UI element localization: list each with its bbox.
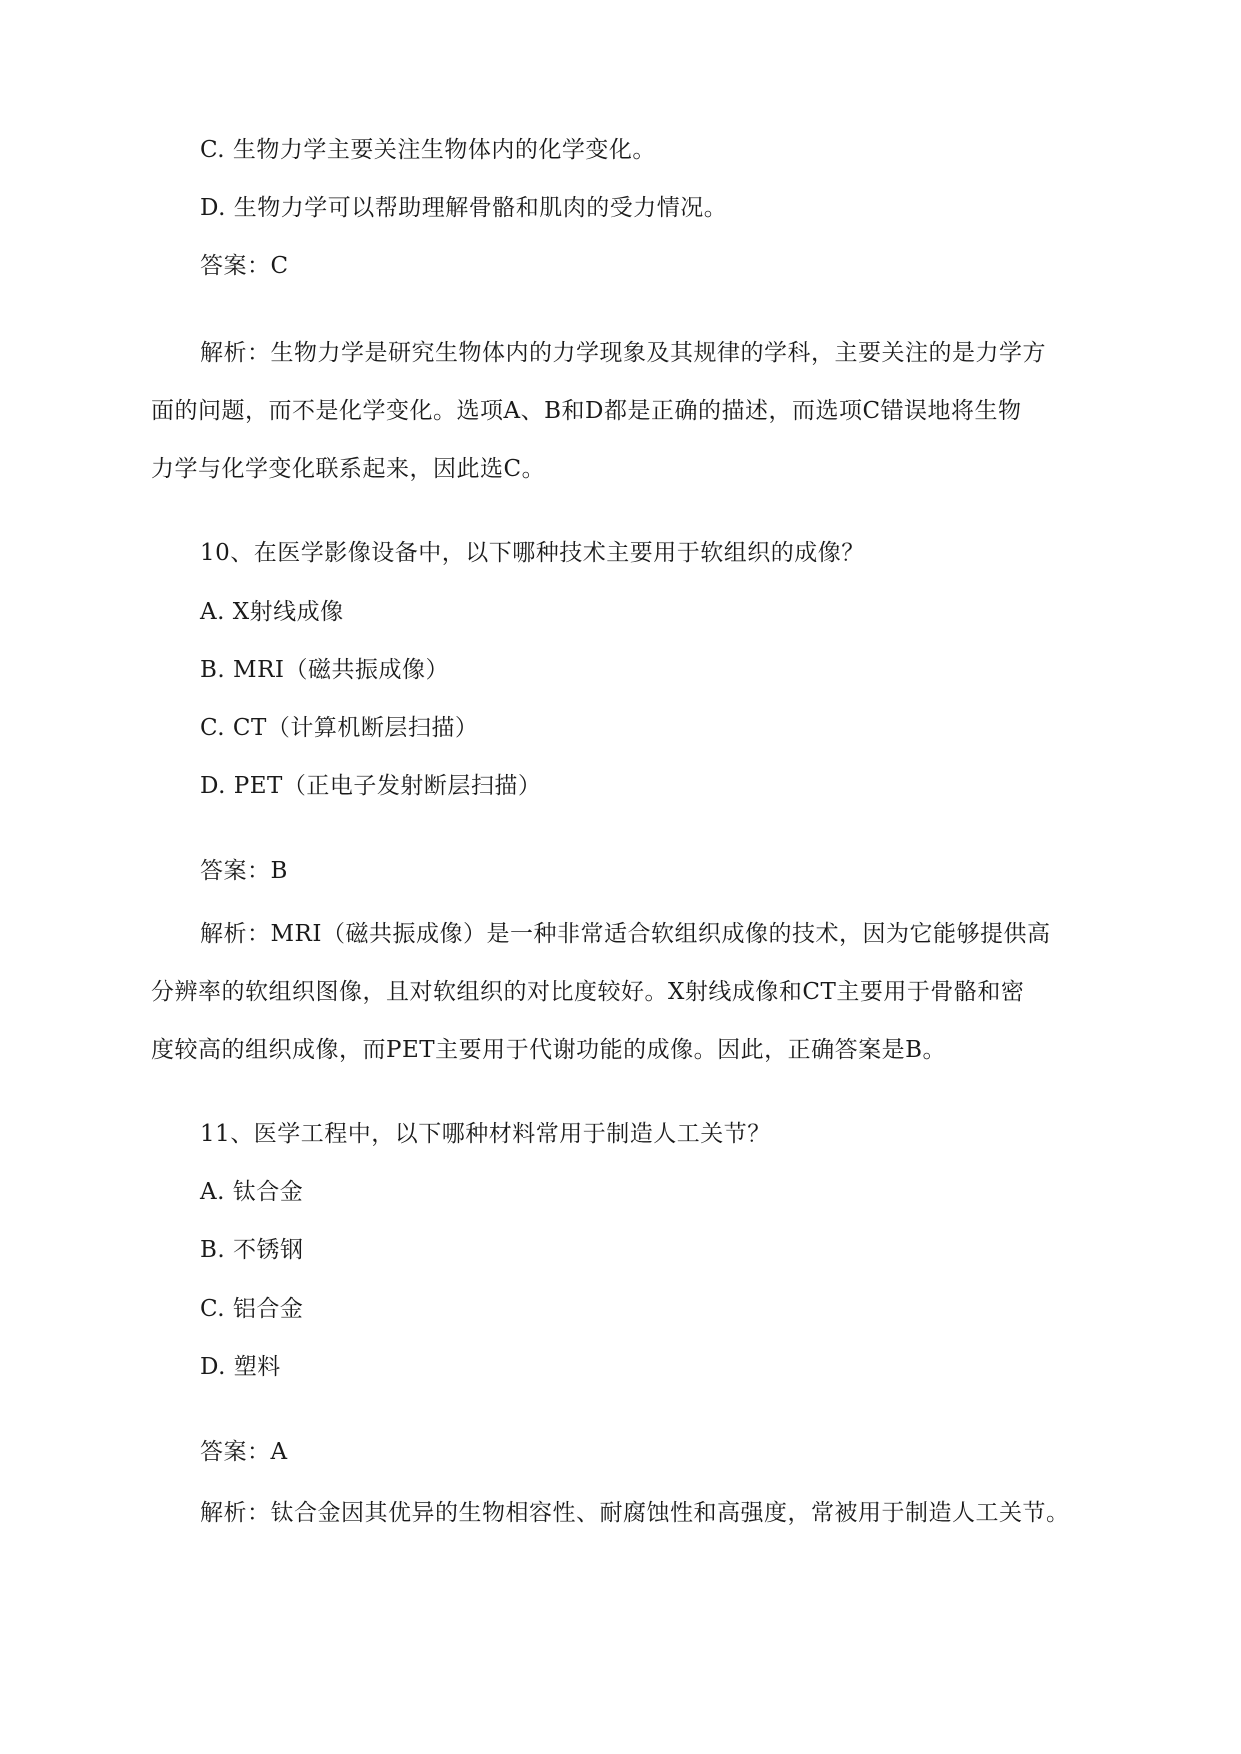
q11-option-b: B. 不锈钢: [200, 1237, 304, 1263]
q10-explanation-line-1: 解析：MRI（磁共振成像）是一种非常适合软组织成像的技术，因为它能够提供高: [200, 921, 1051, 947]
q11-option-a: A. 钛合金: [200, 1179, 304, 1205]
q9-explanation-line-1: 解析：生物力学是研究生物体内的力学现象及其规律的学科，主要关注的是力学方: [200, 340, 1046, 366]
q10-question: 10、在医学影像设备中，以下哪种技术主要用于软组织的成像？: [200, 540, 865, 566]
q9-option-c: C. 生物力学主要关注生物体内的化学变化。: [200, 137, 656, 163]
q10-answer: 答案：B: [200, 858, 288, 884]
q9-answer: 答案：C: [200, 253, 289, 279]
q10-option-c: C. CT（计算机断层扫描）: [200, 715, 479, 741]
q10-explanation-line-2: 分辨率的软组织图像，且对软组织的对比度较好。X射线成像和CT主要用于骨骼和密: [151, 979, 1025, 1005]
q9-explanation-line-2: 面的问题，而不是化学变化。选项A、B和D都是正确的描述，而选项C错误地将生物: [151, 398, 1022, 424]
q11-option-d: D. 塑料: [200, 1354, 281, 1380]
q9-explanation-line-3: 力学与化学变化联系起来，因此选C。: [151, 456, 546, 482]
q10-option-b: B. MRI（磁共振成像）: [200, 657, 449, 683]
q10-option-d: D. PET（正电子发射断层扫描）: [200, 773, 542, 799]
q10-option-a: A. X射线成像: [200, 599, 344, 625]
q11-question: 11、医学工程中，以下哪种材料常用于制造人工关节？: [200, 1121, 771, 1147]
q11-answer: 答案：A: [200, 1439, 288, 1465]
q11-explanation-line-1: 解析：钛合金因其优异的生物相容性、耐腐蚀性和高强度，常被用于制造人工关节。: [200, 1500, 1070, 1526]
q9-option-d: D. 生物力学可以帮助理解骨骼和肌肉的受力情况。: [200, 195, 728, 221]
q10-explanation-line-3: 度较高的组织成像，而PET主要用于代谢功能的成像。因此，正确答案是B。: [151, 1037, 947, 1063]
q11-option-c: C. 铝合金: [200, 1296, 304, 1322]
